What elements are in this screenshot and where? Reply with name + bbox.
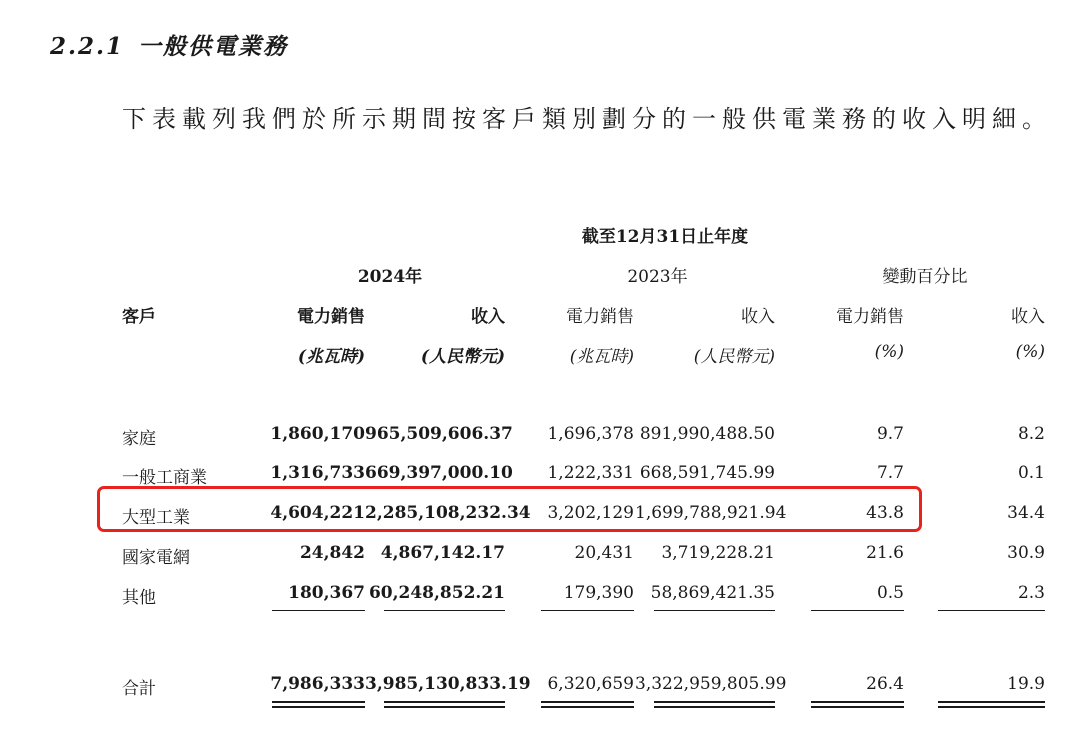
row-customer: 其他: [122, 588, 156, 608]
row-sales-2023: 1,696,378: [547, 424, 634, 444]
row-rev-2024: 2,285,108,232.34: [365, 503, 531, 523]
row-customer: 一般工商業: [122, 468, 207, 488]
row-sales-change: 7.7: [876, 463, 904, 483]
row-sales-change: 0.5: [876, 583, 904, 603]
col-rev-2023: 收入: [741, 307, 775, 327]
highlight-box: [97, 486, 922, 532]
unit-sales-2024: (兆瓦時): [297, 347, 365, 367]
row-rev-2023: 668,591,745.99: [639, 463, 775, 483]
row-rev-change: 34.4: [1007, 503, 1045, 523]
row-rev-change: 30.9: [1007, 543, 1045, 563]
subtotal-rule: [938, 610, 1045, 611]
row-rev-2023: 1,699,788,921.94: [635, 503, 787, 523]
total-rev-change: 19.9: [1007, 674, 1045, 694]
col-sales-2024: 電力銷售: [297, 307, 365, 327]
row-customer: 家庭: [122, 429, 156, 449]
row-rev-2024: 669,397,000.10: [365, 463, 513, 483]
subtotal-rule: [654, 610, 775, 611]
subtotal-rule: [384, 610, 505, 611]
row-sales-2023: 1,222,331: [547, 463, 634, 483]
row-sales-2023: 179,390: [563, 583, 634, 603]
section-heading: [50, 28, 288, 61]
row-rev-2024: 60,248,852.21: [368, 583, 505, 603]
total-double-rule: [384, 701, 505, 703]
total-double-rule: [811, 706, 904, 708]
change-header: 變動百分比: [882, 267, 968, 287]
total-double-rule: [811, 701, 904, 703]
row-sales-change: 21.6: [866, 543, 904, 563]
total-sales-2023: 6,320,659: [547, 674, 634, 694]
total-double-rule: [938, 701, 1045, 703]
row-sales-2023: 3,202,129: [547, 503, 634, 523]
col-customer: 客戶: [122, 307, 156, 327]
unit-sales-change: (%): [874, 342, 904, 362]
col-sales-2023: 電力銷售: [566, 307, 634, 327]
row-sales-2023: 20,431: [574, 543, 634, 563]
row-sales-2024: 1,316,733: [270, 463, 365, 483]
row-sales-2024: 24,842: [299, 543, 365, 563]
row-rev-change: 0.1: [1017, 463, 1045, 483]
total-rev-2024: 3,985,130,833.19: [365, 674, 531, 694]
row-rev-2023: 58,869,421.35: [650, 583, 775, 603]
unit-rev-2023: (人民幣元): [693, 347, 775, 367]
subtotal-rule: [811, 610, 904, 611]
row-rev-2023: 3,719,228.21: [661, 543, 775, 563]
total-double-rule: [541, 701, 634, 703]
row-rev-2024: 4,867,142.17: [380, 543, 505, 563]
section-number: 2.2.1: [50, 33, 125, 60]
row-sales-change: 9.7: [876, 424, 904, 444]
total-double-rule: [541, 706, 634, 708]
col-rev-change: 收入: [1011, 307, 1045, 327]
total-rev-2023: 3,322,959,805.99: [635, 674, 787, 694]
col-sales-change: 電力銷售: [836, 307, 904, 327]
year-2024-header: 2024年: [357, 267, 423, 287]
total-double-rule: [384, 706, 505, 708]
total-double-rule: [654, 701, 775, 703]
col-rev-2024: 收入: [471, 307, 505, 327]
year-2023-header: 2023年: [627, 267, 688, 287]
total-double-rule: [272, 706, 365, 708]
row-sales-2024: 1,860,170: [270, 424, 365, 444]
unit-rev-change: (%): [1015, 342, 1045, 362]
section-title: 一般供電業務: [138, 33, 289, 60]
row-rev-2024: 965,509,606.37: [365, 424, 513, 444]
row-sales-2024: 180,367: [288, 583, 365, 603]
subtotal-rule: [272, 610, 365, 611]
row-rev-change: 2.3: [1017, 583, 1045, 603]
total-double-rule: [938, 706, 1045, 708]
row-rev-change: 8.2: [1017, 424, 1045, 444]
subtotal-rule: [541, 610, 634, 611]
row-rev-2023: 891,990,488.50: [639, 424, 775, 444]
total-label: 合計: [122, 679, 156, 699]
row-sales-change: 43.8: [866, 503, 904, 523]
row-customer: 國家電網: [122, 548, 190, 568]
total-double-rule: [272, 701, 365, 703]
unit-sales-2023: (兆瓦時): [569, 347, 634, 367]
total-double-rule: [654, 706, 775, 708]
total-sales-2024: 7,986,333: [270, 674, 365, 694]
row-customer: 大型工業: [122, 508, 190, 528]
unit-rev-2024: (人民幣元): [420, 347, 505, 367]
period-header: 截至12月31日止年度: [581, 227, 749, 247]
intro-paragraph: 下表載列我們於所示期間按客戶類別劃分的一般供電業務的收入明細。: [122, 105, 1052, 133]
total-sales-change: 26.4: [866, 674, 904, 694]
row-sales-2024: 4,604,221: [270, 503, 365, 523]
